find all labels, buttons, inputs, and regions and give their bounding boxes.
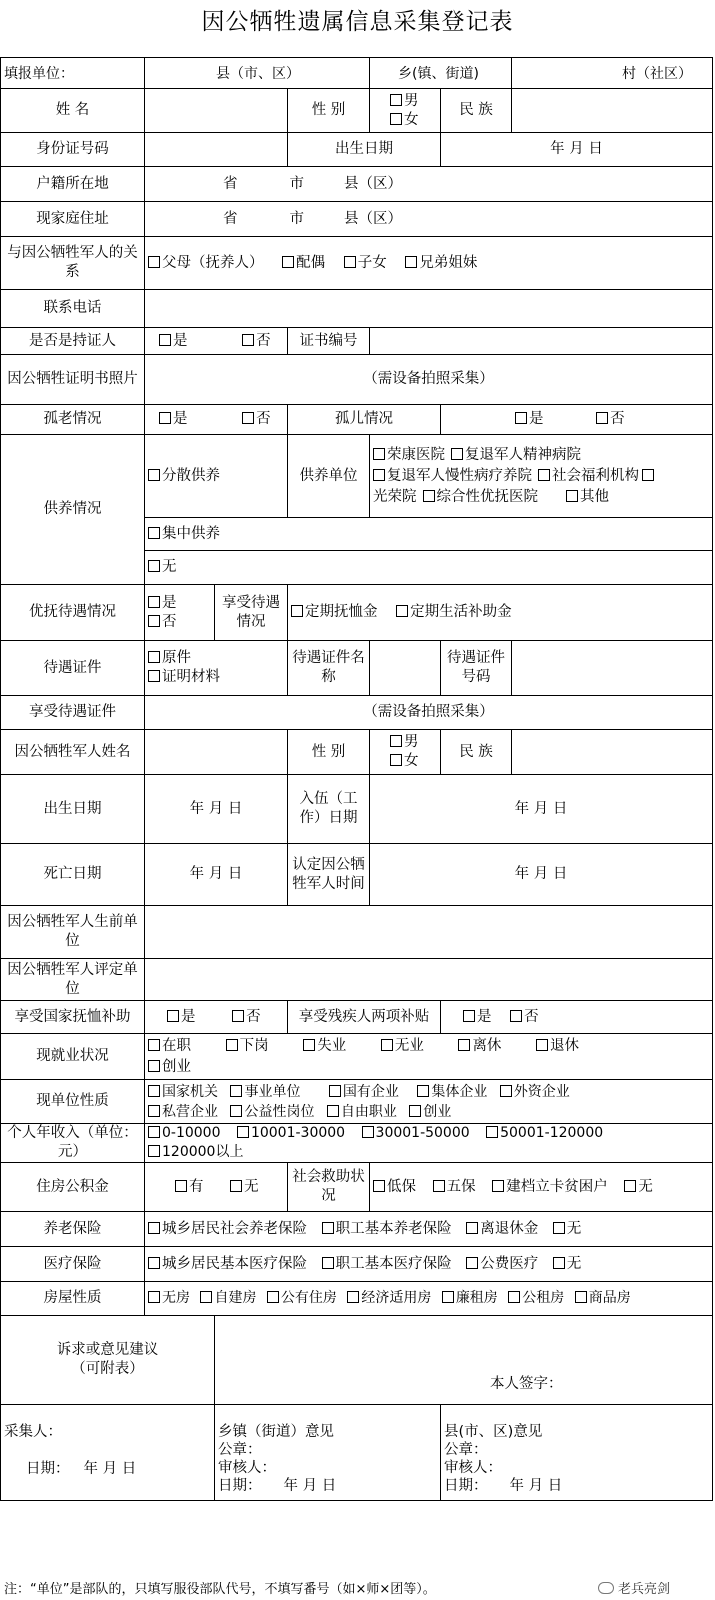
id-label: 身份证号码 [1,133,145,167]
prior-unit-field[interactable] [145,906,713,959]
watermark-logo [598,1578,670,1597]
h-none-label: 无房 [162,1290,190,1306]
central-label: 集中供养 [162,525,220,542]
house-options [145,1282,713,1316]
doc-options [145,641,288,696]
glory-checkbox[interactable] [642,469,654,481]
orphan-options [441,405,713,435]
original-checkbox[interactable] [148,651,160,663]
elderly-no-checkbox[interactable] [242,412,254,424]
living-allowance-label: 定期生活补助金 [410,604,512,620]
town-opinion-label: 乡镇（街道）意见 [218,1424,334,1440]
yes-label: 是 [162,594,177,611]
relief-none-checkbox[interactable] [624,1180,636,1192]
dibao-checkbox[interactable] [373,1180,385,1192]
inc5-checkbox[interactable] [148,1145,160,1157]
inc1-checkbox[interactable] [148,1126,160,1138]
hukou-field[interactable] [145,167,713,202]
county-date-label: 日期： [444,1478,488,1494]
appeal-label: 诉求或意见建议 [56,1342,159,1358]
support-scattered-option [145,435,288,518]
male-label: 男 [404,92,419,109]
relation-options [145,237,713,290]
m-none-checkbox[interactable] [553,1257,565,1269]
hukou-label: 户籍所在地 [1,167,145,202]
rel-spouse-checkbox[interactable] [282,256,294,268]
m-worker-checkbox[interactable] [322,1257,334,1269]
emp-laid-label: 下岗 [239,1037,269,1054]
wubao-label: 五保 [446,1178,476,1195]
soldier-name-label: 因公牺牲军人姓名 [1,730,145,775]
rel-child-checkbox[interactable] [344,256,356,268]
holder-yes-checkbox[interactable] [159,334,171,346]
emp-leave-label: 离休 [472,1037,502,1054]
gender-options [370,89,441,133]
elderly-label: 孤老情况 [1,405,145,435]
none-label: 无 [566,1220,582,1237]
no-label: 否 [610,411,625,427]
support-none-checkbox[interactable] [148,560,160,572]
support-label: 供养情况 [1,435,145,585]
employment-label: 现就业状况 [1,1034,145,1080]
inst-checkbox[interactable] [230,1085,242,1097]
soldier-name-field[interactable] [145,730,288,775]
disabled-subsidy-label: 享受残疾人两项补贴 [288,1001,441,1034]
emp-on-label: 在职 [162,1037,191,1054]
state-label: 国有企业 [342,1083,399,1100]
fund-label: 住房公积金 [1,1163,145,1212]
gov-label: 国家机关 [162,1083,218,1100]
orphan-label: 孤儿情况 [288,405,441,435]
appeal-field[interactable] [215,1316,713,1405]
original-label: 原件 [162,650,191,666]
foreign-checkbox[interactable] [500,1085,512,1097]
p-resident-label: 城乡居民社会养老保险 [162,1220,307,1237]
ethnic-label: 民 族 [441,730,512,774]
mental-label: 复退军人精神病院 [465,446,581,463]
emp-laid-checkbox[interactable] [226,1039,238,1051]
proof-label: 证明材料 [162,669,220,685]
pension-regular-label: 定期抚恤金 [305,604,378,620]
name-field[interactable] [145,89,288,133]
rel-parent-checkbox[interactable] [148,256,160,268]
no-label: 否 [256,332,271,349]
holder-label: 是否是持证人 [1,328,145,355]
other-label: 其他 [580,488,609,505]
emp-business-checkbox[interactable] [148,1060,160,1072]
p-resident-checkbox[interactable] [148,1222,160,1234]
employment-options [145,1034,713,1080]
h-public-label: 公有住房 [280,1290,337,1306]
h-low-checkbox[interactable] [442,1291,454,1303]
h-none-checkbox[interactable] [148,1291,160,1303]
appeal-note: （可附表） [71,1361,144,1377]
soldier-birth-label: 出生日期 [1,775,145,844]
foreign-label: 外资企业 [513,1083,570,1100]
chronic-label: 复退军人慢性病疗养院 [387,467,532,484]
appeal-label-cell [1,1316,215,1405]
soldier-gender-options [370,730,441,775]
yes-label: 是 [173,332,188,349]
collector-date-value[interactable]: 年 月 日 [83,1461,137,1477]
private-checkbox[interactable] [148,1105,160,1117]
h-low-label: 廉租房 [455,1290,498,1306]
treatment-no-checkbox[interactable] [148,615,160,627]
emp-business-label: 创业 [162,1058,191,1075]
soldier-male-checkbox[interactable] [390,735,402,747]
dibao-label: 低保 [387,1178,416,1195]
female-checkbox[interactable] [390,113,402,125]
phone-label: 联系电话 [1,290,145,328]
welfare-label: 社会福利机构 [552,467,639,484]
gov-checkbox[interactable] [148,1085,160,1097]
support-central-option [145,518,713,551]
private-label: 私营企业 [162,1103,218,1120]
inc3-checkbox[interactable] [362,1126,374,1138]
district-label: 县（区） [344,210,402,227]
enjoy-treatment-options [288,585,713,641]
inst-label: 事业单位 [244,1083,301,1100]
scattered-label: 分散供养 [162,467,220,484]
enjoy-doc-label: 享受待遇证件 [1,696,145,730]
collector-label: 采集人： [4,1424,62,1440]
fund-options [145,1163,288,1212]
village-label: 村（社区） [622,66,692,82]
birth-label: 出生日期 [288,133,441,167]
treatment-options [145,585,215,641]
header-line [369,57,370,88]
gender-label: 性 别 [288,89,370,133]
h-econ-label: 经济适用房 [361,1290,432,1306]
header-line [511,57,512,88]
yes-label: 是 [529,411,544,427]
province-label: 省 [223,175,238,192]
prior-unit-label: 因公牺牲军人生前单位 [1,906,145,959]
wubao-checkbox[interactable] [433,1180,445,1192]
doc-no-field[interactable] [512,641,712,695]
chronic-checkbox[interactable] [373,469,385,481]
doc-name-label: 待遇证件名称 [288,641,370,696]
rel-spouse-label: 配偶 [296,254,326,271]
county-reviewer-label: 审核人： [444,1460,502,1476]
have-label: 有 [189,1178,204,1195]
doc-no-label: 待遇证件号码 [441,641,512,695]
inc4-checkbox[interactable] [486,1126,498,1138]
none-label: 无 [638,1178,653,1195]
none-label: 无 [566,1255,582,1272]
public-post-label: 公益性岗位 [244,1103,315,1120]
no-label: 否 [162,613,177,630]
yes-label: 是 [181,1008,196,1025]
fund-none-checkbox[interactable] [230,1180,242,1192]
poor-checkbox[interactable] [492,1180,504,1192]
scattered-checkbox[interactable] [148,469,160,481]
city-label: 市 [289,175,304,192]
disabled-no-checkbox[interactable] [510,1010,522,1022]
disabled-yes-checkbox[interactable] [463,1010,475,1022]
m-worker-label: 职工基本医疗保险 [335,1255,452,1272]
city-label: 市 [289,210,304,227]
female-label: 女 [404,111,419,128]
header-line [0,57,1,88]
town-date-label: 日期： [218,1478,262,1494]
unit-label: 填报单位： [4,66,74,82]
registration-table [0,88,713,1501]
phone-field[interactable] [145,290,713,328]
medical-label: 医疗保险 [1,1247,145,1282]
m-public-checkbox[interactable] [466,1257,478,1269]
county-date-value[interactable]: 年 月 日 [509,1478,563,1494]
disabled-subsidy-options [441,1001,713,1034]
ethnic-field[interactable] [512,89,712,132]
emp-unemp-checkbox[interactable] [303,1039,315,1051]
form-title: 因公牺牲遗属信息采集登记表 [201,9,514,35]
p-retired-checkbox[interactable] [466,1222,478,1234]
unit-nature-label: 现单位性质 [1,1080,145,1124]
holder-options [145,328,288,355]
header-top-line [0,57,713,58]
h-rent-checkbox[interactable] [508,1291,520,1303]
freelance-checkbox[interactable] [327,1105,339,1117]
female-label: 女 [404,753,419,769]
poor-label: 建档立卡贫困户 [506,1178,608,1195]
rel-sibling-label: 兄弟姐妹 [419,254,478,271]
national-subsidy-options [145,1001,288,1034]
startup-checkbox[interactable] [409,1105,421,1117]
rel-parent-label: 父母（抚养人） [162,254,264,271]
no-label: 否 [246,1008,261,1025]
cert-no-field[interactable] [370,328,713,355]
enlist-label: 入伍（工作）日期 [288,775,370,844]
elderly-options [145,405,288,435]
doc-name-field[interactable] [370,641,441,696]
rongkang-label: 荣康医院 [387,446,445,463]
freelance-label: 自由职业 [340,1103,397,1120]
relation-label: 与因公牺牲军人的关系 [1,237,145,290]
no-label: 否 [524,1008,539,1025]
confirm-time-field[interactable]: 年 月 日 [370,844,713,906]
yes-label: 是 [477,1008,492,1025]
orphan-yes-checkbox[interactable] [515,412,527,424]
town-date-value[interactable]: 年 月 日 [283,1478,337,1494]
income-options [145,1124,713,1163]
emp-nojob-checkbox[interactable] [381,1039,393,1051]
medical-options [145,1247,713,1282]
p-worker-checkbox[interactable] [322,1222,334,1234]
inc4-label: 50001-120000 [500,1125,604,1141]
national-no-checkbox[interactable] [232,1010,244,1022]
emp-nojob-label: 无业 [394,1037,424,1054]
inc5-label: 120000以上 [162,1144,244,1160]
rel-child-label: 子女 [357,254,387,271]
glory-label: 光荣院 [373,488,417,505]
house-label: 房屋性质 [1,1282,145,1316]
district-label: 县（区） [344,175,402,192]
inc3-label: 30001-50000 [375,1125,470,1141]
signature-label: 本人签字： [490,1376,563,1392]
home-label: 现家庭住址 [1,202,145,237]
emp-retire-label: 退休 [550,1037,580,1054]
cert-photo-label: 因公牺牲证明书照片 [1,355,145,405]
rel-sibling-checkbox[interactable] [405,256,417,268]
elderly-yes-checkbox[interactable] [159,412,171,424]
support-unit-options [370,435,713,518]
p-worker-label: 职工基本养老保险 [335,1220,452,1237]
county-opinion-label: 县(市、区)意见 [444,1424,543,1440]
town-opinion-cell [215,1405,441,1501]
doc-label: 待遇证件 [1,641,145,696]
h-econ-checkbox[interactable] [347,1291,359,1303]
soldier-female-checkbox[interactable] [390,754,402,766]
public-post-checkbox[interactable] [230,1105,242,1117]
town-seal-label: 公章： [218,1442,262,1458]
income-label: 个人年收入（单位：元） [1,1124,145,1163]
pension-options [145,1212,713,1247]
treatment-yes-checkbox[interactable] [148,596,160,608]
h-public-checkbox[interactable] [267,1291,279,1303]
general-hospital-checkbox[interactable] [423,490,435,502]
soldier-gender-label: 性 别 [288,730,370,775]
relief-label: 社会救助状况 [288,1163,370,1212]
m-public-label: 公费医疗 [480,1255,539,1272]
emp-leave-checkbox[interactable] [458,1039,470,1051]
startup-label: 创业 [423,1103,452,1120]
rongkang-checkbox[interactable] [373,448,385,460]
wechat-icon [598,1582,614,1594]
mental-checkbox[interactable] [451,448,463,460]
m-resident-checkbox[interactable] [148,1257,160,1269]
living-allowance-checkbox[interactable] [396,605,408,617]
national-subsidy-label: 享受国家抚恤补助 [1,1001,145,1034]
header-line [144,57,145,88]
collector-cell [1,1405,215,1501]
enjoy-doc-field[interactable]: （需设备拍照采集） [145,696,713,730]
proof-checkbox[interactable] [148,670,160,682]
h-commercial-label: 商品房 [588,1290,631,1306]
death-label: 死亡日期 [1,844,145,906]
rating-unit-label: 因公牺牲军人评定单位 [1,959,145,1001]
collective-checkbox[interactable] [417,1085,429,1097]
central-checkbox[interactable] [148,527,160,539]
support-none-option [145,551,713,585]
none-label: 无 [162,559,177,575]
orphan-no-checkbox[interactable] [596,412,608,424]
enjoy-treatment-label: 享受待遇情况 [215,585,288,641]
state-checkbox[interactable] [329,1085,341,1097]
emp-on-checkbox[interactable] [148,1039,160,1051]
soldier-ethnic-field[interactable] [512,730,712,774]
town-reviewer-label: 审核人： [218,1460,276,1476]
h-self-label: 自建房 [214,1290,257,1306]
pension-regular-checkbox[interactable] [291,605,303,617]
national-yes-checkbox[interactable] [167,1010,179,1022]
town-label: 乡(镇、街道) [398,66,479,82]
footer-note: 注：“单位”是部队的，只填写服役部队代号，不填写番号（如×师×团等）。 [4,1582,436,1597]
pension-label: 养老保险 [1,1212,145,1247]
collector-date-label: 日期： [26,1461,70,1477]
logo-text: 老兵亮剑 [618,1582,671,1597]
name-label: 姓 名 [1,89,145,133]
header-line [712,57,713,88]
county-label: 县（市、区） [216,66,300,82]
welfare-checkbox[interactable] [538,469,550,481]
m-resident-label: 城乡居民基本医疗保险 [162,1255,307,1272]
soldier-birth-field[interactable]: 年 月 日 [145,775,288,844]
inc2-label: 10001-30000 [250,1125,346,1141]
no-label: 否 [256,411,271,427]
male-checkbox[interactable] [390,94,402,106]
emp-unemp-label: 失业 [317,1037,347,1054]
male-label: 男 [404,734,419,750]
cert-photo-field[interactable]: （需设备拍照采集） [145,355,713,405]
emp-retire-checkbox[interactable] [536,1039,548,1051]
id-field[interactable] [145,133,288,167]
county-opinion-cell [441,1405,713,1501]
doc-no-cell [441,641,713,696]
none-label: 无 [244,1178,259,1195]
h-commercial-checkbox[interactable] [575,1291,587,1303]
treatment-label: 优抚待遇情况 [1,585,145,641]
general-hospital-label: 综合性优抚医院 [436,488,538,505]
birth-field[interactable]: 年 月 日 [441,133,713,167]
support-unit-label: 供养单位 [288,435,370,518]
home-field[interactable] [145,202,713,237]
ethnic-label: 民 族 [441,89,512,132]
death-field[interactable]: 年 月 日 [145,844,288,906]
collective-label: 集体企业 [431,1083,488,1100]
other-checkbox[interactable] [566,490,578,502]
yes-label: 是 [173,411,188,427]
rating-unit-field[interactable] [145,959,713,1001]
confirm-time-label: 认定因公牺牲军人时间 [288,844,370,906]
h-rent-label: 公租房 [522,1290,565,1306]
header-row [0,57,715,87]
h-self-checkbox[interactable] [200,1291,212,1303]
fund-have-checkbox[interactable] [175,1180,187,1192]
p-retired-label: 离退休金 [480,1220,539,1237]
cert-no-label: 证书编号 [288,328,370,355]
province-label: 省 [223,210,238,227]
ethnic-cell [441,89,713,133]
p-none-checkbox[interactable] [553,1222,565,1234]
unit-nature-options [145,1080,713,1124]
inc2-checkbox[interactable] [237,1126,249,1138]
enlist-field[interactable]: 年 月 日 [370,775,713,844]
county-seal-label: 公章： [444,1442,488,1458]
relief-options [370,1163,713,1212]
holder-no-checkbox[interactable] [242,334,254,346]
soldier-ethnic-cell [441,730,713,775]
inc1-label: 0-10000 [162,1125,221,1141]
